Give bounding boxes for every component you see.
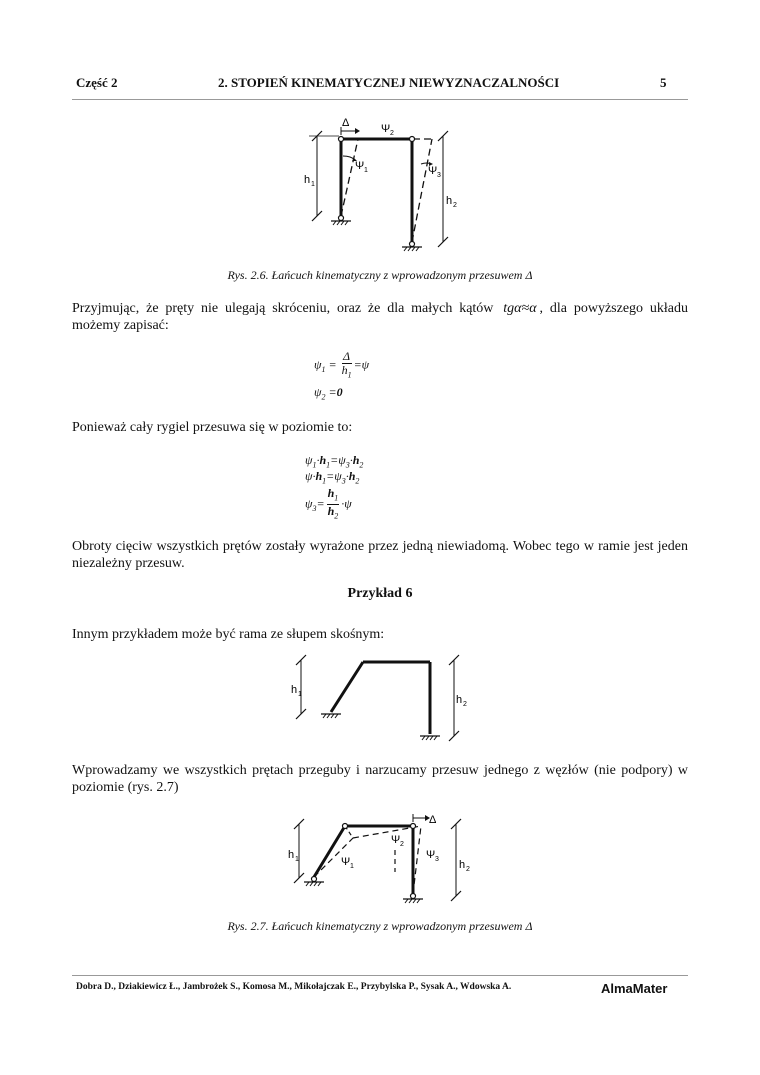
figure-2-6 <box>295 112 475 257</box>
figure-skewed-frame <box>285 652 475 744</box>
h1-label: h <box>304 174 311 186</box>
psi2-sub: 2 <box>390 130 394 137</box>
h1-label: h <box>291 684 298 696</box>
h1-sub: 1 <box>311 181 315 188</box>
psi3-label: Ψ <box>428 165 438 177</box>
equation-psi1: $\psi_1$ = $\frac{\Delta}{h_1}$ =ψ <box>314 349 370 380</box>
psi1-sub: 1 <box>364 167 368 174</box>
h2-sub: 2 <box>463 701 467 708</box>
figure-2-7-caption: Rys. 2.7. Łańcuch kinematyczny z wprowadzonym przesuwem Δ <box>227 919 533 933</box>
footer-brand: AlmaMater <box>601 981 668 996</box>
psi2-label: Ψ <box>391 834 401 846</box>
equation-rygiel-2: $\psi\cdot h_1=\psi_3\cdot h_2$ <box>305 469 360 486</box>
paragraph-5: Wprowadzamy we wszystkich prętach przeguby i narzucamy przesuw jednego z węzłów (nie podpory) w poziomie (rys. 2.7) <box>72 763 688 795</box>
h2-sub: 2 <box>466 866 470 873</box>
psi2-sub: 2 <box>400 841 404 848</box>
paragraph-4: Innym przykładem może być rama ze słupem skośnym: <box>72 627 385 642</box>
psi1-label: Ψ <box>355 160 365 172</box>
psi3-sub: 3 <box>437 172 441 179</box>
equation-psi2: $\psi_2 =0$ <box>314 385 343 402</box>
equation-rygiel-1: $\psi_1\cdot h_1=\psi_3\cdot h_2$ <box>305 453 364 470</box>
header-chapter: 2. STOPIEŃ KINEMATYCZNEJ NIEWYZNACZALNOŚCI <box>218 75 560 90</box>
psi3-sub: 3 <box>435 856 439 863</box>
delta-label: Δ <box>342 117 350 129</box>
figure-2-7 <box>283 810 483 910</box>
equation-rygiel-3: $\psi_3=$ $\frac{h_1}{h_2}$ ·ψ <box>305 486 352 521</box>
h1-sub: 1 <box>298 691 302 698</box>
footer-rule <box>72 975 688 976</box>
h2-label: h <box>456 694 463 706</box>
psi2-label: Ψ <box>381 123 391 135</box>
h2-sub: 2 <box>453 202 457 209</box>
delta-label: Δ <box>429 814 437 826</box>
psi1-sub: 1 <box>350 863 354 870</box>
figure-2-6-caption: Rys. 2.6. Łańcuch kinematyczny z wprowadzonym przesuwem Δ <box>227 268 533 282</box>
psi1-label: Ψ <box>341 856 351 868</box>
page-number: 5 <box>660 75 667 90</box>
header-part: Część 2 <box>76 75 118 90</box>
footer-authors: Dobra D., Dziakiewicz Ł., Jambrożek S., Komosa M., Mikołajczak E., Przybylska P., Sysak A., Wdowska A. <box>76 982 512 992</box>
header-rule <box>72 99 688 100</box>
tg-formula: tgα≈α <box>503 301 537 316</box>
example-title: Przykład 6 <box>347 586 413 601</box>
paragraph-1: Przyjmując, że pręty nie ulegają skróceniu, oraz że dla małych kątów tgα≈α , dla powyższego układu możemy zapisać: <box>72 301 688 333</box>
h2-label: h <box>446 195 453 207</box>
psi3-label: Ψ <box>426 849 436 861</box>
h1-sub: 1 <box>295 856 299 863</box>
h2-label: h <box>459 859 466 871</box>
paragraph-3: Obroty cięciw wszystkich prętów zostały wyrażone przez jedną niewiadomą. Wobec tego w ramie jest jeden niezależny przesuw. <box>72 539 688 571</box>
h1-label: h <box>288 849 295 861</box>
paragraph-2: Ponieważ cały rygiel przesuwa się w poziomie to: <box>72 420 353 435</box>
